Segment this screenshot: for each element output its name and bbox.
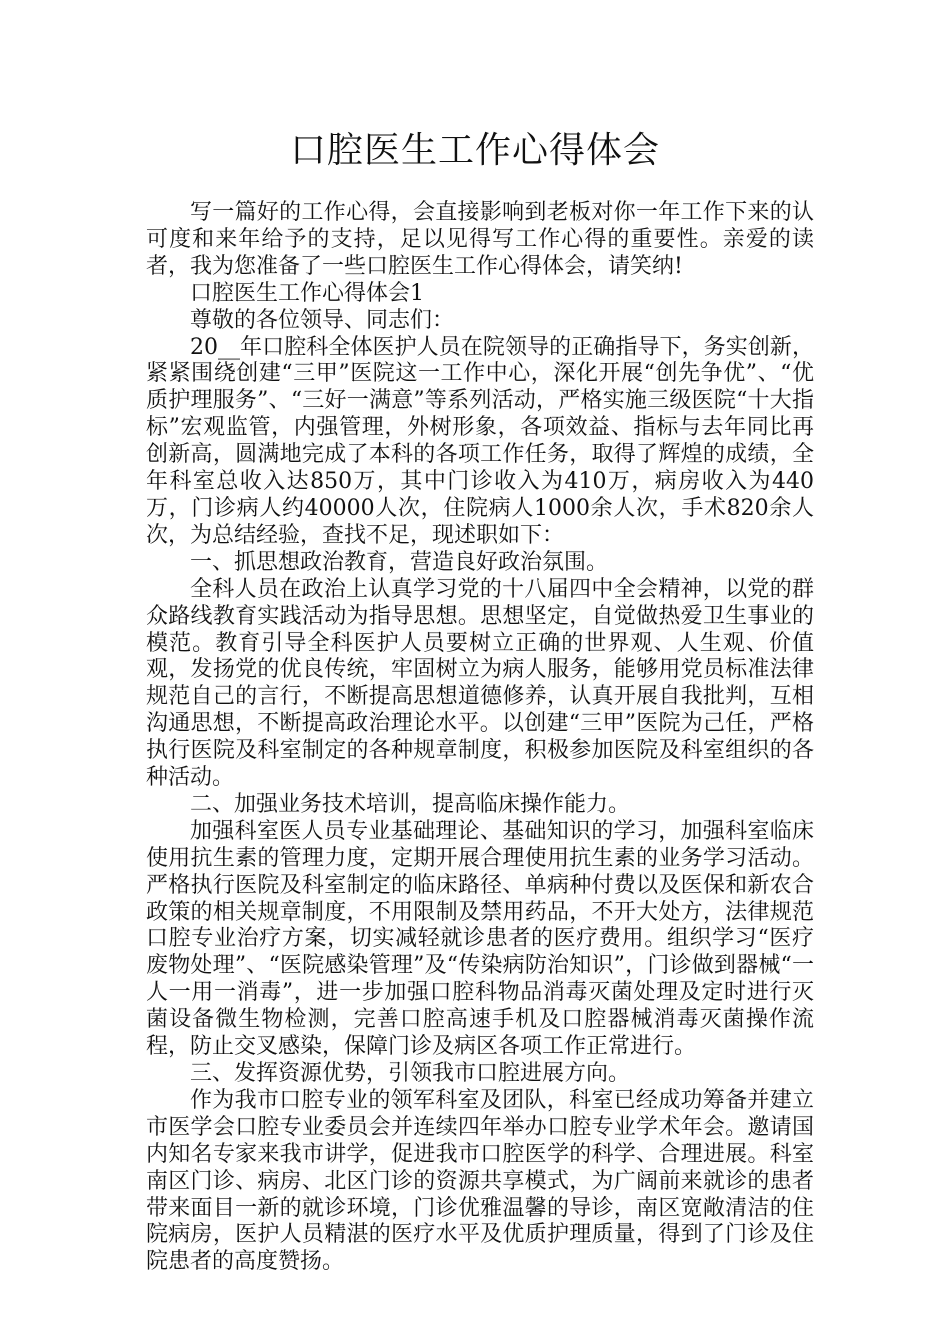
body-paragraph-3: 作为我市口腔专业的领军科室及团队，科室已经成功筹备并建立市医学会口腔专业委员会并连续四年举办口腔专业学术年会。邀请国内知名专家来我市讲学，促进我市口腔医学的科学、合理进展。科室南区门诊、病房、北区门诊的资源共享模式，为广阔前来就诊的患者带来面目一新的就诊环境，门诊优雅温馨的导诊，南区宽敞清洁的住院病房，医护人员精湛的医疗水平及优质护理质量，得到了门诊及住院患者的高度赞扬。 xyxy=(146,1087,814,1275)
subheading-1: 一、抓思想政治教育，营造良好政治氛围。 xyxy=(190,549,609,575)
body-paragraph-1: 全科人员在政治上认真学习党的十八届四中全会精神，以党的群众路线教育实践活动为指导思想。思想坚定，自觉做热爱卫生事业的模范。教育引导全科医护人员要树立正确的世界观、人生观、价值观，发扬党的优良传统，牢固树立为病人服务，能够用党员标准法律规范自己的言行，不断提高思想道德修养，认真开展自我批判，互相沟通思想，不断提高政治理论水平。以创建“三甲”医院为己任，严格执行医院及科室制定的各种规章制度，积极参加医院及科室组织的各种活动。 xyxy=(146,576,814,791)
salutation: 尊敬的各位领导、同志们： xyxy=(190,307,455,333)
subheading-3: 三、发挥资源优势，引领我市口腔进展方向。 xyxy=(190,1061,631,1086)
document-title: 口腔医生工作心得体会 xyxy=(289,130,660,171)
intro-paragraph: 写一篇好的工作心得，会直接影响到老板对你一年工作下来的认可度和来年给予的支持，足以见得写工作心得的重要性。亲爱的读者，我为您准备了一些口腔医生工作心得体会，请笑纳! xyxy=(146,200,814,279)
summary-paragraph: 20__年口腔科全体医护人员在院领导的正确指导下，务实创新，紧紧围绕创建“三甲”医院这一工作中心，深化开展“创先争优”、“优质护理服务”、“三好一满意”等系列活动，严格实施三级医院“十大指标”宏观监管，内强管理，外树形象，各项效益、指标与去年同比再创新高，圆满地完成了本科的各项工作任务，取得了辉煌的成绩，全年科室总收入达850万，其中门诊收入为410万，病房收入为440万，门诊病人约40000人次，住院病人1000余人次，手术820余人次，为总结经验，查找不足，现述职如下： xyxy=(146,334,814,548)
section-heading: 口腔医生工作心得体会1 xyxy=(190,280,424,306)
body-paragraph-2: 加强科室医人员专业基础理论、基础知识的学习，加强科室临床使用抗生素的管理力度，定期开展合理使用抗生素的业务学习活动。严格执行医院及科室制定的临床路径、单病种付费以及医保和新农合政策的相关规章制度，不用限制及禁用药品，不开大处方，法律规范口腔专业治疗方案，切实减轻就诊患者的医疗费用。组织学习“医疗废物处理”、“医院感染管理”及“传染病防治知识”，门诊做到器械“一人一用一消毒”，进一步加强口腔科物品消毒灭菌处理及定时进行灭菌设备微生物检测，完善口腔高速手机及口腔器械消毒灭菌操作流程，防止交叉感染，保障门诊及病区各项工作正常进行。 xyxy=(146,818,814,1060)
document-body xyxy=(146,200,814,1276)
subheading-2: 二、加强业务技术培训，提高临床操作能力。 xyxy=(190,791,631,817)
